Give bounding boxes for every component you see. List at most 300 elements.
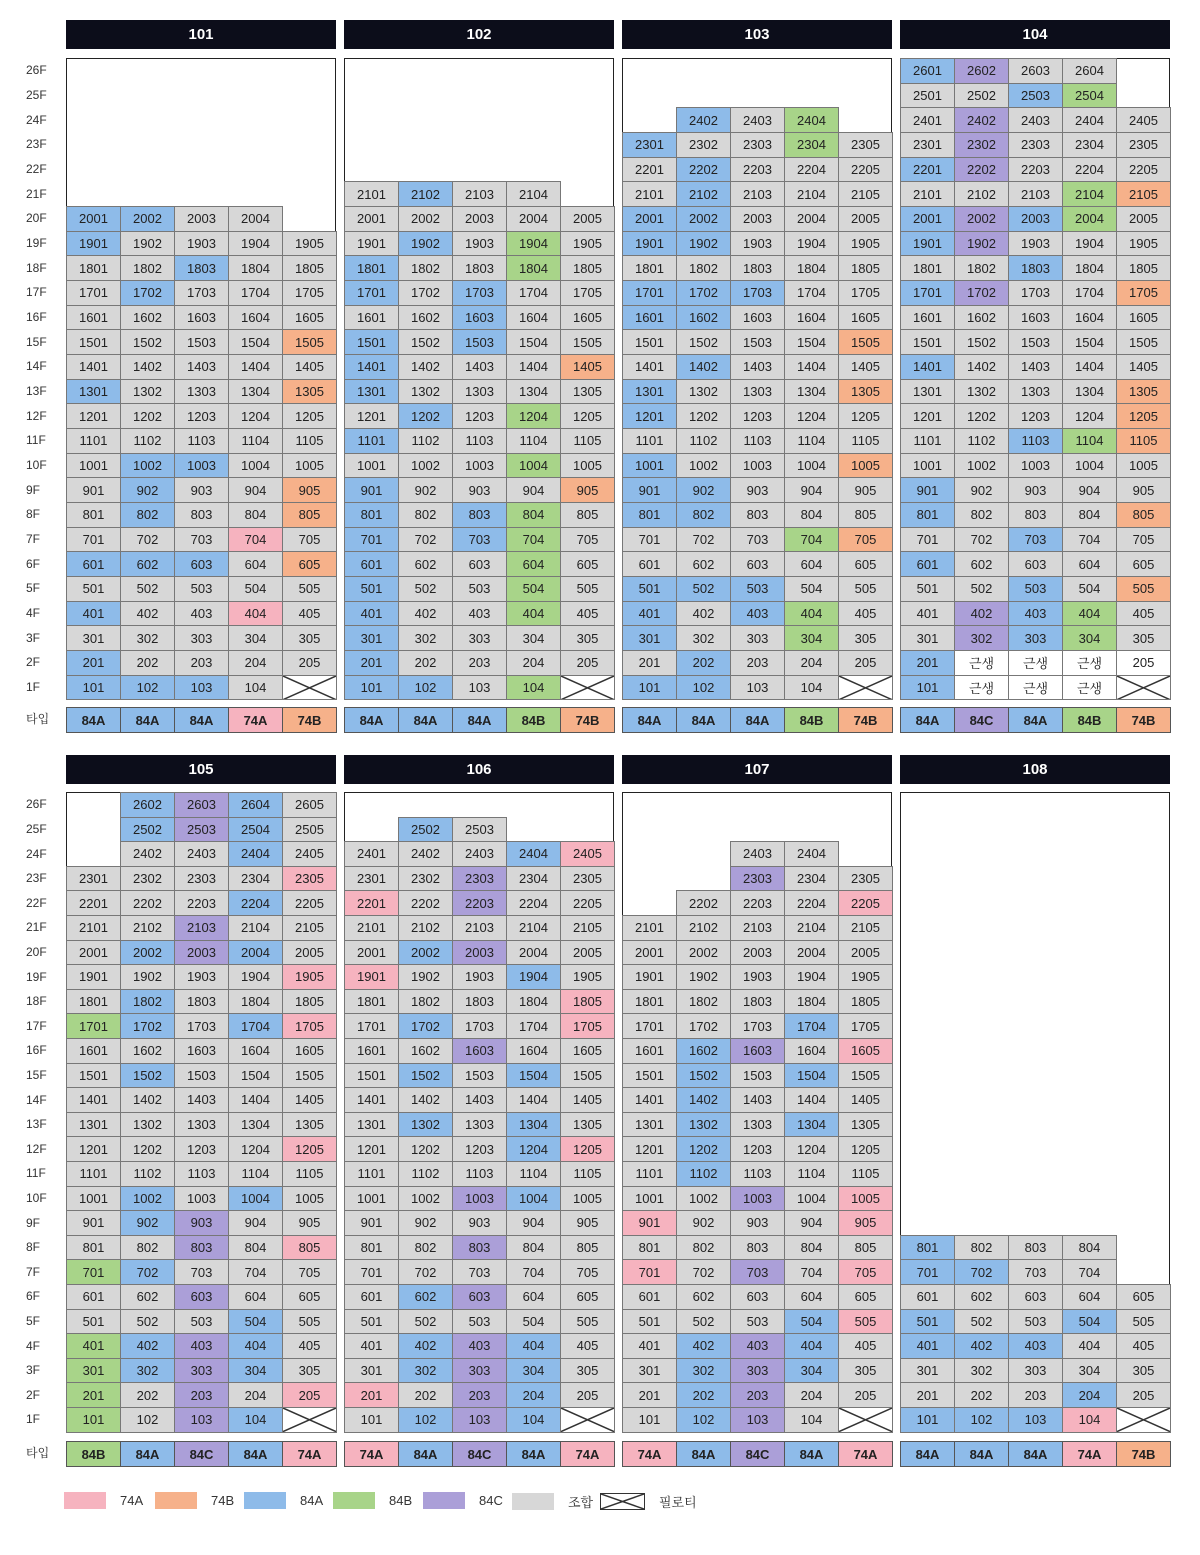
unit-cell: 203 xyxy=(730,1382,785,1408)
unit-cell: 1704 xyxy=(784,1013,839,1039)
unit-cell: 1202 xyxy=(954,403,1009,429)
unit-type-cell: 74A xyxy=(282,1441,337,1467)
unit-cell: 1001 xyxy=(900,453,955,479)
unit-type-cell: 84B xyxy=(506,707,561,733)
legend-label: 74B xyxy=(211,1493,235,1508)
unit-cell: 701 xyxy=(622,527,677,553)
unit-cell: 2002 xyxy=(676,206,731,232)
unit-cell: 2101 xyxy=(900,181,955,207)
unit-cell: 1404 xyxy=(228,1087,283,1113)
unit-cell: 2202 xyxy=(954,157,1009,183)
unit-cell: 1603 xyxy=(174,1038,229,1064)
unit-cell: 805 xyxy=(560,1235,615,1261)
unit-cell: 702 xyxy=(120,1259,175,1285)
unit-cell: 2302 xyxy=(954,132,1009,158)
unit-cell: 1303 xyxy=(452,1112,507,1138)
unit-cell: 902 xyxy=(120,477,175,503)
unit-cell: 2601 xyxy=(900,58,955,84)
pilotis-cell xyxy=(1116,1407,1171,1433)
unit-cell: 2203 xyxy=(730,890,785,916)
unit-cell: 504 xyxy=(784,576,839,602)
unit-cell: 305 xyxy=(1116,625,1171,651)
unit-cell: 1503 xyxy=(730,329,785,355)
unit-cell: 901 xyxy=(344,477,399,503)
unit-cell: 303 xyxy=(730,625,785,651)
unit-cell: 1905 xyxy=(838,964,893,990)
unit-cell: 1504 xyxy=(784,1063,839,1089)
unit-cell: 2102 xyxy=(676,915,731,941)
unit-cell: 1103 xyxy=(452,1161,507,1187)
unit-cell: 2403 xyxy=(730,841,785,867)
unit-cell: 2503 xyxy=(452,817,507,843)
unit-cell: 1604 xyxy=(1062,305,1117,331)
unit-type-cell: 84A xyxy=(66,707,121,733)
unit-cell: 1401 xyxy=(344,1087,399,1113)
unit-cell: 1904 xyxy=(506,231,561,257)
unit-cell: 504 xyxy=(228,1309,283,1335)
floor-label: 14F xyxy=(26,359,47,374)
unit-cell: 1802 xyxy=(120,989,175,1015)
unit-cell: 503 xyxy=(1008,576,1063,602)
unit-cell: 1603 xyxy=(452,305,507,331)
unit-type-cell: 84A xyxy=(900,1441,955,1467)
unit-cell: 1605 xyxy=(1116,305,1171,331)
type-row-label: 타입 xyxy=(26,1446,50,1460)
unit-cell: 1202 xyxy=(120,403,175,429)
unit-cell: 701 xyxy=(900,1259,955,1285)
unit-cell: 2005 xyxy=(560,206,615,232)
unit-cell: 1505 xyxy=(282,329,337,355)
unit-cell: 204 xyxy=(506,1382,561,1408)
unit-cell: 1804 xyxy=(784,255,839,281)
unit-cell: 201 xyxy=(344,1382,399,1408)
unit-cell: 근생 xyxy=(954,675,1009,701)
unit-cell: 2203 xyxy=(1008,157,1063,183)
unit-cell: 604 xyxy=(506,1284,561,1310)
unit-cell: 2204 xyxy=(1062,157,1117,183)
unit-cell: 1803 xyxy=(452,255,507,281)
unit-cell: 503 xyxy=(1008,1309,1063,1335)
unit-cell: 402 xyxy=(954,1333,1009,1359)
unit-cell: 1503 xyxy=(730,1063,785,1089)
floor-label: 15F xyxy=(26,1067,47,1082)
unit-cell: 2404 xyxy=(1062,107,1117,133)
unit-cell: 2403 xyxy=(452,841,507,867)
unit-type-cell: 74B xyxy=(282,707,337,733)
legend-item-74a xyxy=(64,1492,143,1509)
unit-cell: 2001 xyxy=(622,206,677,232)
unit-cell: 2303 xyxy=(1008,132,1063,158)
unit-cell: 2602 xyxy=(954,58,1009,84)
unit-cell: 704 xyxy=(228,527,283,553)
unit-cell: 1104 xyxy=(506,428,561,454)
unit-cell: 2201 xyxy=(900,157,955,183)
unit-cell: 1305 xyxy=(282,1112,337,1138)
unit-cell: 305 xyxy=(838,1358,893,1384)
unit-cell: 1103 xyxy=(730,428,785,454)
unit-cell: 801 xyxy=(344,502,399,528)
unit-type-cell: 84A xyxy=(452,707,507,733)
legend-item-84b xyxy=(333,1492,412,1509)
unit-cell: 1402 xyxy=(120,1087,175,1113)
unit-type-cell: 84A xyxy=(900,707,955,733)
unit-cell: 502 xyxy=(954,1309,1009,1335)
unit-cell: 2501 xyxy=(900,83,955,109)
unit-cell: 1504 xyxy=(506,1063,561,1089)
unit-cell: 701 xyxy=(344,527,399,553)
unit-cell: 2101 xyxy=(622,181,677,207)
floor-label: 5F xyxy=(26,1313,41,1328)
unit-cell: 1904 xyxy=(784,231,839,257)
unit-cell: 605 xyxy=(1116,551,1171,577)
unit-cell: 2001 xyxy=(900,206,955,232)
unit-cell: 2403 xyxy=(174,841,229,867)
unit-type-cell: 84C xyxy=(174,1441,229,1467)
unit-cell: 2302 xyxy=(676,132,731,158)
unit-cell: 702 xyxy=(954,1259,1009,1285)
unit-cell: 1603 xyxy=(452,1038,507,1064)
floor-label: 24F xyxy=(26,846,47,861)
unit-cell: 504 xyxy=(1062,576,1117,602)
unit-cell: 1003 xyxy=(452,1186,507,1212)
unit-cell: 1503 xyxy=(1008,329,1063,355)
pilotis-cell xyxy=(560,1407,615,1433)
unit-cell: 701 xyxy=(900,527,955,553)
unit-cell: 903 xyxy=(730,1210,785,1236)
unit-cell: 1105 xyxy=(838,428,893,454)
unit-cell: 1301 xyxy=(622,379,677,405)
unit-cell: 803 xyxy=(452,502,507,528)
unit-cell: 1004 xyxy=(1062,453,1117,479)
unit-cell: 702 xyxy=(398,527,453,553)
unit-cell: 근생 xyxy=(1008,650,1063,676)
unit-cell: 1502 xyxy=(676,1063,731,1089)
unit-cell: 1104 xyxy=(784,428,839,454)
unit-cell: 603 xyxy=(730,551,785,577)
unit-cell: 1303 xyxy=(1008,379,1063,405)
unit-cell: 1701 xyxy=(344,1013,399,1039)
unit-cell: 2001 xyxy=(344,940,399,966)
unit-cell: 1502 xyxy=(120,1063,175,1089)
unit-cell: 1704 xyxy=(228,1013,283,1039)
unit-cell: 1205 xyxy=(1116,403,1171,429)
unit-cell: 1602 xyxy=(954,305,1009,331)
unit-cell: 803 xyxy=(730,502,785,528)
unit-cell: 1903 xyxy=(730,964,785,990)
legend-swatch xyxy=(333,1492,375,1509)
unit-cell: 502 xyxy=(398,576,453,602)
unit-cell: 203 xyxy=(1008,1382,1063,1408)
unit-cell: 2003 xyxy=(452,940,507,966)
unit-cell: 505 xyxy=(560,1309,615,1335)
unit-cell: 305 xyxy=(282,625,337,651)
unit-cell: 605 xyxy=(838,1284,893,1310)
unit-cell: 1102 xyxy=(120,428,175,454)
unit-cell: 603 xyxy=(730,1284,785,1310)
unit-cell: 2503 xyxy=(1008,83,1063,109)
unit-cell: 근생 xyxy=(954,650,1009,676)
unit-cell: 2402 xyxy=(120,841,175,867)
unit-cell: 2205 xyxy=(838,890,893,916)
legend-label: 74A xyxy=(120,1493,144,1508)
unit-cell: 1004 xyxy=(506,453,561,479)
unit-cell: 1305 xyxy=(838,379,893,405)
unit-cell: 701 xyxy=(344,1259,399,1285)
unit-cell: 205 xyxy=(560,650,615,676)
unit-cell: 1503 xyxy=(174,1063,229,1089)
unit-cell: 1302 xyxy=(954,379,1009,405)
floor-label: 21F xyxy=(26,186,47,201)
unit-cell: 601 xyxy=(622,1284,677,1310)
unit-cell: 1304 xyxy=(784,1112,839,1138)
unit-cell: 1005 xyxy=(838,1186,893,1212)
unit-type-cell: 84C xyxy=(954,707,1009,733)
unit-cell: 2404 xyxy=(228,841,283,867)
unit-cell: 802 xyxy=(398,1235,453,1261)
unit-cell: 2104 xyxy=(784,915,839,941)
unit-cell: 1804 xyxy=(506,255,561,281)
building-header: 101 xyxy=(66,20,336,49)
unit-cell: 703 xyxy=(730,527,785,553)
unit-cell: 801 xyxy=(622,1235,677,1261)
unit-cell: 104 xyxy=(1062,1407,1117,1433)
unit-cell: 1102 xyxy=(676,428,731,454)
unit-cell: 1103 xyxy=(1008,428,1063,454)
floor-label: 12F xyxy=(26,1141,47,1156)
unit-type-cell: 84C xyxy=(452,1441,507,1467)
building-header: 102 xyxy=(344,20,614,49)
unit-cell: 302 xyxy=(120,1358,175,1384)
unit-cell: 2102 xyxy=(954,181,1009,207)
unit-cell: 501 xyxy=(622,1309,677,1335)
unit-type-cell: 74B xyxy=(1116,707,1171,733)
unit-cell: 205 xyxy=(282,1382,337,1408)
unit-cell: 1905 xyxy=(282,964,337,990)
unit-cell: 1501 xyxy=(622,329,677,355)
unit-cell: 1504 xyxy=(1062,329,1117,355)
unit-cell: 1801 xyxy=(344,989,399,1015)
unit-cell: 605 xyxy=(560,1284,615,1310)
unit-cell: 1201 xyxy=(344,403,399,429)
unit-type-cell: 74A xyxy=(838,1441,893,1467)
unit-cell: 901 xyxy=(344,1210,399,1236)
unit-cell: 1005 xyxy=(560,1186,615,1212)
unit-cell: 1502 xyxy=(398,1063,453,1089)
unit-cell: 102 xyxy=(120,1407,175,1433)
unit-cell: 1901 xyxy=(66,964,121,990)
unit-cell: 502 xyxy=(120,576,175,602)
unit-cell: 502 xyxy=(120,1309,175,1335)
unit-cell: 1303 xyxy=(730,1112,785,1138)
unit-cell: 1704 xyxy=(784,280,839,306)
unit-cell: 1504 xyxy=(228,329,283,355)
unit-cell: 102 xyxy=(954,1407,1009,1433)
unit-cell: 703 xyxy=(1008,1259,1063,1285)
unit-cell: 204 xyxy=(506,650,561,676)
unit-cell: 401 xyxy=(66,601,121,627)
unit-cell: 1203 xyxy=(1008,403,1063,429)
unit-cell: 2302 xyxy=(398,866,453,892)
unit-cell: 903 xyxy=(174,1210,229,1236)
unit-cell: 2605 xyxy=(282,792,337,818)
unit-cell: 1002 xyxy=(954,453,1009,479)
unit-cell: 1101 xyxy=(622,1161,677,1187)
unit-cell: 1004 xyxy=(506,1186,561,1212)
unit-type-cell: 84A xyxy=(506,1441,561,1467)
unit-cell: 1602 xyxy=(398,305,453,331)
unit-cell: 403 xyxy=(174,1333,229,1359)
unit-cell: 901 xyxy=(900,477,955,503)
unit-cell: 704 xyxy=(506,527,561,553)
unit-cell: 304 xyxy=(1062,625,1117,651)
unit-cell: 603 xyxy=(1008,551,1063,577)
unit-cell: 901 xyxy=(622,477,677,503)
unit-cell: 1302 xyxy=(676,379,731,405)
unit-cell: 204 xyxy=(1062,1382,1117,1408)
unit-cell: 1304 xyxy=(784,379,839,405)
unit-cell: 1303 xyxy=(730,379,785,405)
unit-cell: 301 xyxy=(66,625,121,651)
unit-cell: 1203 xyxy=(452,403,507,429)
unit-cell: 2205 xyxy=(838,157,893,183)
pilotis-cell xyxy=(282,675,337,701)
unit-cell: 1301 xyxy=(66,1112,121,1138)
unit-cell: 1202 xyxy=(398,1136,453,1162)
unit-cell: 1403 xyxy=(452,1087,507,1113)
unit-cell: 2104 xyxy=(784,181,839,207)
unit-cell: 1905 xyxy=(1116,231,1171,257)
unit-cell: 2103 xyxy=(730,181,785,207)
unit-type-cell: 84A xyxy=(784,1441,839,1467)
unit-cell: 303 xyxy=(174,625,229,651)
unit-cell: 2303 xyxy=(452,866,507,892)
unit-cell: 1602 xyxy=(676,1038,731,1064)
unit-cell: 1601 xyxy=(622,305,677,331)
unit-cell: 2105 xyxy=(1116,181,1171,207)
unit-cell: 204 xyxy=(228,650,283,676)
unit-cell: 1603 xyxy=(1008,305,1063,331)
unit-cell: 505 xyxy=(1116,1309,1171,1335)
unit-cell: 102 xyxy=(120,675,175,701)
unit-cell: 305 xyxy=(560,625,615,651)
unit-cell: 2201 xyxy=(66,890,121,916)
unit-type-cell: 74B xyxy=(838,707,893,733)
unit-cell: 703 xyxy=(174,527,229,553)
unit-cell: 1204 xyxy=(506,403,561,429)
unit-cell: 803 xyxy=(1008,1235,1063,1261)
unit-cell: 1105 xyxy=(1116,428,1171,454)
unit-cell: 1405 xyxy=(560,354,615,380)
unit-cell: 201 xyxy=(622,1382,677,1408)
unit-cell: 1805 xyxy=(838,989,893,1015)
unit-cell: 1302 xyxy=(120,1112,175,1138)
unit-cell: 701 xyxy=(66,1259,121,1285)
unit-cell: 501 xyxy=(66,1309,121,1335)
legend-item-g xyxy=(512,1492,593,1511)
unit-type-cell: 84A xyxy=(344,707,399,733)
unit-cell: 2104 xyxy=(506,181,561,207)
unit-cell: 1905 xyxy=(560,964,615,990)
floor-label: 21F xyxy=(26,920,47,935)
unit-cell: 2005 xyxy=(838,940,893,966)
unit-cell: 602 xyxy=(398,551,453,577)
unit-cell: 1004 xyxy=(228,1186,283,1212)
unit-cell: 603 xyxy=(174,551,229,577)
unit-cell: 403 xyxy=(1008,1333,1063,1359)
pilotis-icon xyxy=(600,1493,645,1510)
unit-cell: 1405 xyxy=(838,1087,893,1113)
unit-cell: 304 xyxy=(506,1358,561,1384)
unit-cell: 1701 xyxy=(622,280,677,306)
unit-cell: 405 xyxy=(838,601,893,627)
unit-cell: 1105 xyxy=(282,428,337,454)
unit-cell: 2504 xyxy=(1062,83,1117,109)
unit-cell: 402 xyxy=(398,1333,453,1359)
unit-cell: 103 xyxy=(1008,1407,1063,1433)
unit-cell: 1505 xyxy=(838,1063,893,1089)
pilotis-cell xyxy=(560,675,615,701)
unit-cell: 1801 xyxy=(622,989,677,1015)
unit-cell: 1101 xyxy=(66,428,121,454)
unit-cell: 705 xyxy=(282,1259,337,1285)
unit-cell: 405 xyxy=(282,1333,337,1359)
unit-cell: 1801 xyxy=(344,255,399,281)
unit-cell: 905 xyxy=(838,1210,893,1236)
unit-cell: 1605 xyxy=(282,305,337,331)
floor-label: 20F xyxy=(26,211,47,226)
unit-cell: 1105 xyxy=(282,1161,337,1187)
unit-cell: 805 xyxy=(282,502,337,528)
unit-cell: 2005 xyxy=(838,206,893,232)
unit-cell: 1501 xyxy=(900,329,955,355)
unit-cell: 403 xyxy=(730,601,785,627)
unit-cell: 801 xyxy=(344,1235,399,1261)
unit-cell: 2203 xyxy=(730,157,785,183)
unit-cell: 1004 xyxy=(228,453,283,479)
unit-cell: 101 xyxy=(900,675,955,701)
unit-cell: 102 xyxy=(398,675,453,701)
floor-label: 22F xyxy=(26,162,47,176)
unit-cell: 1104 xyxy=(506,1161,561,1187)
unit-cell: 2504 xyxy=(228,817,283,843)
unit-cell: 804 xyxy=(506,1235,561,1261)
unit-cell: 701 xyxy=(622,1259,677,1285)
unit-cell: 505 xyxy=(282,576,337,602)
unit-cell: 1502 xyxy=(954,329,1009,355)
floor-label: 5F xyxy=(26,581,41,596)
unit-cell: 1604 xyxy=(506,1038,561,1064)
unit-cell: 2003 xyxy=(730,940,785,966)
unit-cell: 1503 xyxy=(452,329,507,355)
unit-cell: 2602 xyxy=(120,792,175,818)
unit-cell: 605 xyxy=(560,551,615,577)
unit-cell: 2003 xyxy=(174,206,229,232)
unit-cell: 604 xyxy=(228,1284,283,1310)
unit-cell: 1002 xyxy=(398,453,453,479)
unit-cell: 2001 xyxy=(622,940,677,966)
unit-cell: 504 xyxy=(1062,1309,1117,1335)
unit-cell: 703 xyxy=(1008,527,1063,553)
legend-item-74b xyxy=(155,1492,234,1509)
unit-cell: 1403 xyxy=(174,354,229,380)
unit-cell: 103 xyxy=(452,1407,507,1433)
unit-cell: 303 xyxy=(452,625,507,651)
unit-cell: 1605 xyxy=(560,1038,615,1064)
unit-cell: 1301 xyxy=(344,1112,399,1138)
floor-label: 8F xyxy=(26,507,41,522)
unit-type-cell: 74A xyxy=(1062,1441,1117,1467)
unit-cell: 1704 xyxy=(1062,280,1117,306)
